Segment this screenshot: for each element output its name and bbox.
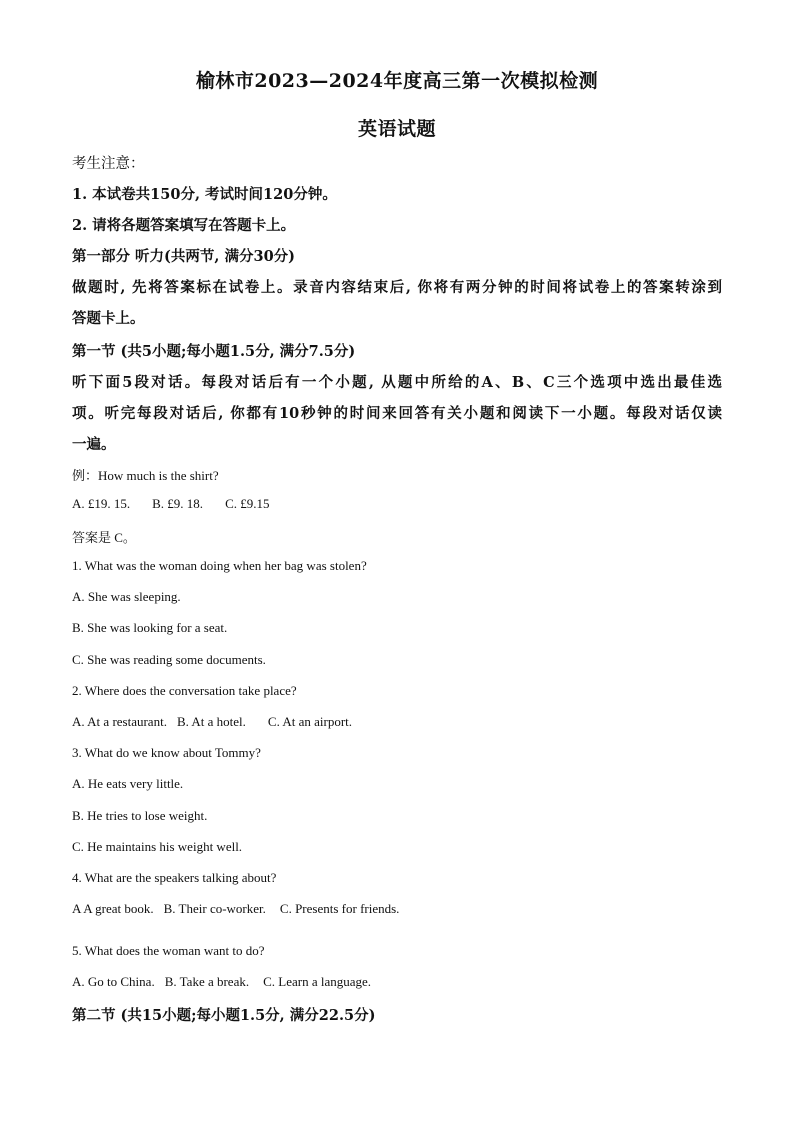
question-4-option-c: C. Presents for friends. <box>279 901 400 916</box>
question-4-option-a: A A great book. <box>72 901 154 916</box>
example-answer: 答案是 C。 <box>72 530 136 545</box>
question-3-option-c: C. He maintains his weight well. <box>72 839 243 854</box>
question-4-options <box>72 901 399 917</box>
question-2-options <box>72 714 352 730</box>
example-question: 例：How much is the shirt? <box>72 468 219 483</box>
question-4-stem: 4. What are the speakers talking about? <box>72 870 277 885</box>
question-1-stem: 1. What was the woman doing when her bag was stolen? <box>72 558 367 573</box>
section1-heading: 第一节 (共5小题;每小题1.5分, 满分7.5分) <box>72 343 356 360</box>
question-1-option-c: C. She was reading some documents. <box>72 652 266 667</box>
notice-item-1: 1. 本试卷共150分, 考试时间120分钟。 <box>72 186 337 203</box>
question-1-option-b: B. She was looking for a seat. <box>72 620 228 635</box>
question-3-option-b: B. He tries to lose weight. <box>72 808 208 823</box>
question-3-stem: 3. What do we know about Tommy? <box>72 745 261 760</box>
notice-heading: 考生注意： <box>72 156 145 172</box>
section2-heading: 第二节 (共15小题;每小题1.5分, 满分22.5分) <box>72 1007 376 1024</box>
question-2-option-b: B. At a hotel. <box>176 714 246 729</box>
exam-subtitle: 英语试题 <box>357 118 436 140</box>
question-5-option-c: C. Learn a language. <box>263 974 372 989</box>
question-5-option-a: A. Go to China. <box>72 974 155 989</box>
example-options <box>72 496 269 512</box>
section1-instructions-line-3: 一遍。 <box>72 436 116 453</box>
example-option-b: B. £9. 18. <box>152 496 204 511</box>
question-1-option-a: A. She was sleeping. <box>72 589 181 604</box>
notice-item-2: 2. 请将各题答案填写在答题卡上。 <box>72 217 296 234</box>
section1-instructions-line-1: 听下面5段对话。每段对话后有一个小题, 从题中所给的A、B、C三个选项中选出最佳选 <box>72 374 722 391</box>
question-2-stem: 2. Where does the conversation take place? <box>72 683 297 698</box>
question-2-option-a: A. At a restaurant. <box>72 714 167 729</box>
part1-heading: 第一部分 听力(共两节, 满分30分) <box>72 248 296 265</box>
question-3-option-a: A. He eats very little. <box>72 776 184 791</box>
part1-instructions-line-1: 做题时, 先将答案标在试卷上。录音内容结束后, 你将有两分钟的时间将试卷上的答案转涂到 <box>72 279 722 296</box>
question-5-option-b: B. Take a break. <box>164 974 250 989</box>
question-4-option-b: B. Their co-worker. <box>163 901 266 916</box>
question-2-option-c: C. At an airport. <box>267 714 353 729</box>
example-option-c: C. £9.15 <box>225 496 270 511</box>
question-5-options <box>72 974 371 990</box>
question-5-stem: 5. What does the woman want to do? <box>72 943 265 958</box>
section1-instructions-line-2: 项。听完每段对话后, 你都有10秒钟的时间来回答有关小题和阅读下一小题。每段对话仅读 <box>72 405 722 422</box>
example-option-a: A. £19. 15. <box>72 496 131 511</box>
exam-title: 榆林市2023—2024年度高三第一次模拟检测 <box>195 70 599 92</box>
part1-instructions-line-2: 答题卡上。 <box>72 310 145 327</box>
